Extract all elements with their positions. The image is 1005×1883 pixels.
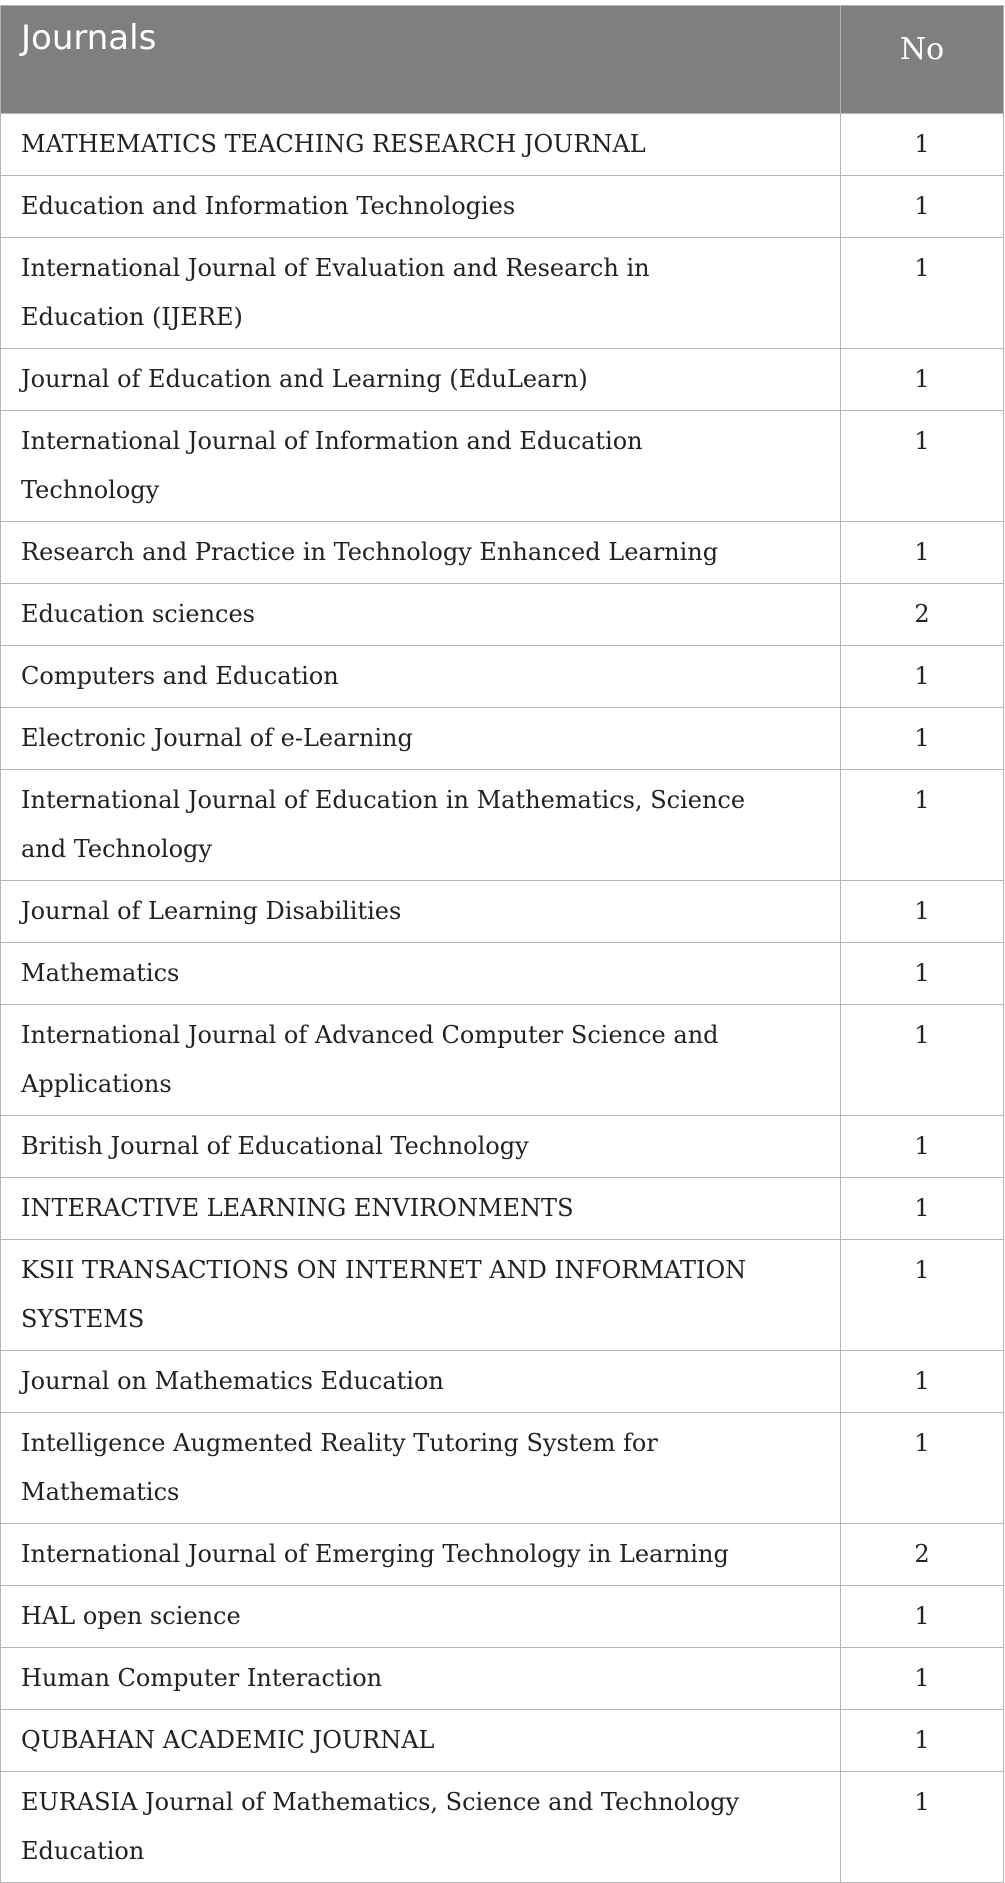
journal-name-cell: MATHEMATICS TEACHING RESEARCH JOURNAL [1,114,841,176]
table-row [1,584,1004,646]
journal-name-cell: International Journal of Education in Mathematics, Science and Technology [1,770,841,881]
journal-name-cell: Education and Information Technologies [1,176,841,238]
table-row [1,1413,1004,1524]
table-row [1,1116,1004,1178]
table-row [1,1772,1004,1883]
journal-name-cell: Electronic Journal of e-Learning [1,708,841,770]
journal-count-cell: 1 [841,1710,1004,1772]
journal-name-cell: EURASIA Journal of Mathematics, Science and Technology Education [1,1772,841,1883]
journal-name-cell: Human Computer Interaction [1,1648,841,1710]
table-row [1,522,1004,584]
journal-name-cell: Journal of Education and Learning (EduLearn) [1,349,841,411]
journal-count-cell: 1 [841,708,1004,770]
journal-count-cell: 2 [841,584,1004,646]
journal-count-cell: 1 [841,1240,1004,1351]
journal-name-cell: Journal of Learning Disabilities [1,881,841,943]
journal-name-cell: KSII TRANSACTIONS ON INTERNET AND INFORMATION SYSTEMS [1,1240,841,1351]
table-row [1,708,1004,770]
journal-count-cell: 1 [841,1413,1004,1524]
table-body [1,114,1004,1883]
table-row [1,114,1004,176]
journals-table [0,5,1004,1883]
journal-count-cell: 1 [841,646,1004,708]
table-header [1,6,1004,114]
journal-count-cell: 1 [841,411,1004,522]
table-row [1,770,1004,881]
journal-count-cell: 1 [841,881,1004,943]
journal-name-cell: International Journal of Information and Education Technology [1,411,841,522]
journal-name-cell: Mathematics [1,943,841,1005]
journal-name-cell: International Journal of Emerging Technology in Learning [1,1524,841,1586]
journal-name-cell: Education sciences [1,584,841,646]
table-row [1,646,1004,708]
journal-count-cell: 1 [841,114,1004,176]
journal-count-cell: 1 [841,1178,1004,1240]
table-row [1,1178,1004,1240]
column-header-journals: Journals [1,6,841,114]
journal-count-cell: 1 [841,1116,1004,1178]
journal-count-cell: 1 [841,1586,1004,1648]
journal-name-cell: British Journal of Educational Technology [1,1116,841,1178]
journal-name-cell: Journal on Mathematics Education [1,1351,841,1413]
journal-count-cell: 1 [841,349,1004,411]
journal-count-cell: 1 [841,943,1004,1005]
journal-name-cell: Research and Practice in Technology Enhanced Learning [1,522,841,584]
journal-count-cell: 1 [841,1005,1004,1116]
table-row [1,349,1004,411]
journal-count-cell: 1 [841,770,1004,881]
journal-name-cell: Computers and Education [1,646,841,708]
table-row [1,881,1004,943]
journal-name-cell: INTERACTIVE LEARNING ENVIRONMENTS [1,1178,841,1240]
table-row [1,1648,1004,1710]
journal-count-cell: 1 [841,522,1004,584]
journal-count-cell: 2 [841,1524,1004,1586]
journal-count-cell: 1 [841,1772,1004,1883]
column-header-no: No [841,6,1004,114]
journal-name-cell: International Journal of Evaluation and Research in Education (IJERE) [1,238,841,349]
table-row [1,1240,1004,1351]
table-row [1,176,1004,238]
journal-name-cell: QUBAHAN ACADEMIC JOURNAL [1,1710,841,1772]
journal-count-cell: 1 [841,176,1004,238]
table-row [1,238,1004,349]
table-row [1,1710,1004,1772]
journal-count-cell: 1 [841,1648,1004,1710]
table-row [1,1524,1004,1586]
journal-count-cell: 1 [841,238,1004,349]
table-row [1,943,1004,1005]
journal-name-cell: HAL open science [1,1586,841,1648]
journal-name-cell: International Journal of Advanced Computer Science and Applications [1,1005,841,1116]
table-row [1,1586,1004,1648]
header-row [1,6,1004,114]
journal-count-cell: 1 [841,1351,1004,1413]
table-row [1,411,1004,522]
table-row [1,1005,1004,1116]
journal-name-cell: Intelligence Augmented Reality Tutoring System for Mathematics [1,1413,841,1524]
table-row [1,1351,1004,1413]
